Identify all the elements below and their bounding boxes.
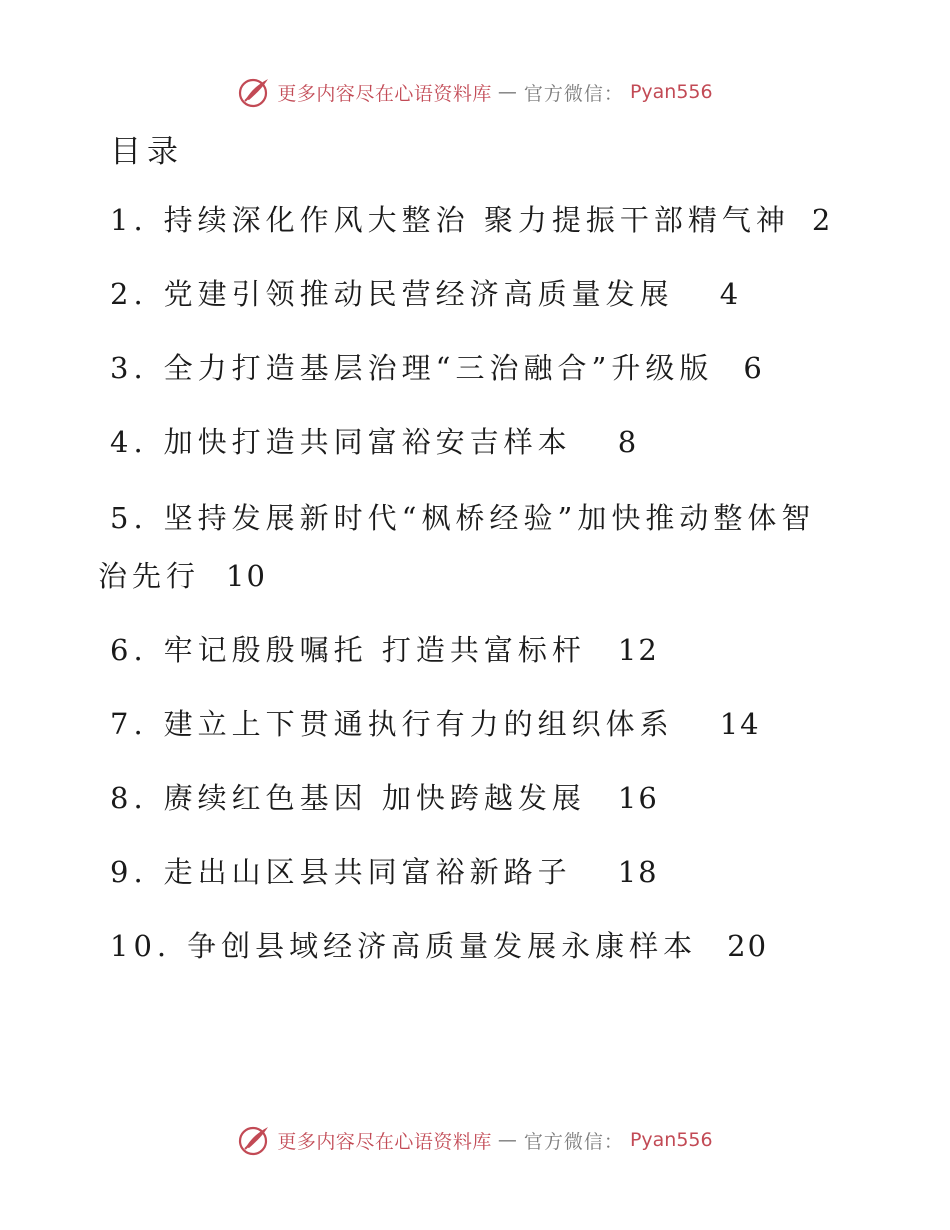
- toc-entry-text: 党建引领推动民营经济高质量发展: [163, 277, 674, 311]
- toc-entry-1[interactable]: [110, 198, 832, 239]
- toc-entry-page: 2: [811, 203, 833, 237]
- toc-entry-number: 5.: [110, 501, 148, 535]
- toc-entry-page: 6: [743, 351, 764, 385]
- toc-entry-6[interactable]: [110, 628, 659, 669]
- quill-logo-icon: [237, 75, 271, 109]
- toc-entry-page: 12: [617, 633, 659, 667]
- watermark-main-text: 更多内容尽在心语资料库: [277, 82, 492, 105]
- toc-entry-page: 20: [727, 929, 769, 963]
- toc-entry-3[interactable]: [110, 346, 764, 387]
- toc-entry-text: 争创县域经济高质量发展永康样本: [187, 929, 698, 963]
- toc-entry-page: 8: [617, 425, 639, 459]
- toc-entry-page: 16: [617, 781, 659, 815]
- toc-entry-number: 6.: [110, 633, 148, 667]
- toc-entry-number: 8.: [110, 781, 148, 815]
- toc-entry-text: 全力打造基层治理“三治融合”升级版: [163, 351, 714, 385]
- watermark-sub-text: 官方微信：: [523, 82, 624, 105]
- watermark-main-text: 更多内容尽在心语资料库: [277, 1130, 492, 1153]
- toc-entry-number: 2.: [110, 277, 148, 311]
- toc-entry-number: 1.: [110, 203, 148, 237]
- toc-entry-number: 10.: [110, 929, 172, 963]
- header-watermark: [0, 75, 950, 109]
- toc-entry-text: 持续深化作风大整治 聚力提振干部精气神: [163, 203, 790, 237]
- toc-entry-8[interactable]: [110, 776, 659, 817]
- watermark-id: Pyan556: [629, 1129, 713, 1151]
- watermark-separator: —: [497, 1129, 518, 1151]
- toc-entry-5[interactable]: [110, 496, 815, 537]
- toc-entry-text: 加快打造共同富裕安吉样本: [163, 425, 572, 459]
- toc-entry-page: 10: [226, 559, 267, 593]
- quill-logo-icon: [237, 1123, 271, 1157]
- toc-entry-page: 14: [719, 707, 761, 741]
- toc-entry-4[interactable]: [110, 420, 638, 461]
- toc-entry-number: 4.: [110, 425, 148, 459]
- toc-entry-text: 建立上下贯通执行有力的组织体系: [163, 707, 674, 741]
- toc-entry-text: 走出山区县共同富裕新路子: [163, 855, 572, 889]
- toc-entry-page: 4: [719, 277, 741, 311]
- toc-entry-number: 9.: [110, 855, 148, 889]
- toc-entry-7[interactable]: [110, 702, 761, 743]
- footer-watermark: [0, 1123, 950, 1157]
- toc-entry-5-continued[interactable]: [98, 554, 267, 595]
- toc-entry-10[interactable]: [110, 924, 768, 965]
- watermark-sub-text: 官方微信：: [523, 1130, 624, 1153]
- watermark-id: Pyan556: [629, 81, 713, 103]
- watermark-separator: —: [497, 81, 518, 103]
- toc-entry-text: 牢记殷殷嘱托 打造共富标杆: [163, 633, 586, 667]
- toc-entry-number: 7.: [110, 707, 148, 741]
- toc-title: 目录: [110, 134, 184, 170]
- toc-entry-text: 治先行: [98, 559, 201, 593]
- toc-entry-number: 3.: [110, 351, 148, 385]
- toc-entry-text: 坚持发展新时代“枫桥经验”加快推动整体智: [163, 501, 816, 535]
- toc-entry-page: 18: [617, 855, 659, 889]
- toc-entry-2[interactable]: [110, 272, 740, 313]
- toc-entry-text: 赓续红色基因 加快跨越发展: [163, 781, 586, 815]
- toc-entry-9[interactable]: [110, 850, 659, 891]
